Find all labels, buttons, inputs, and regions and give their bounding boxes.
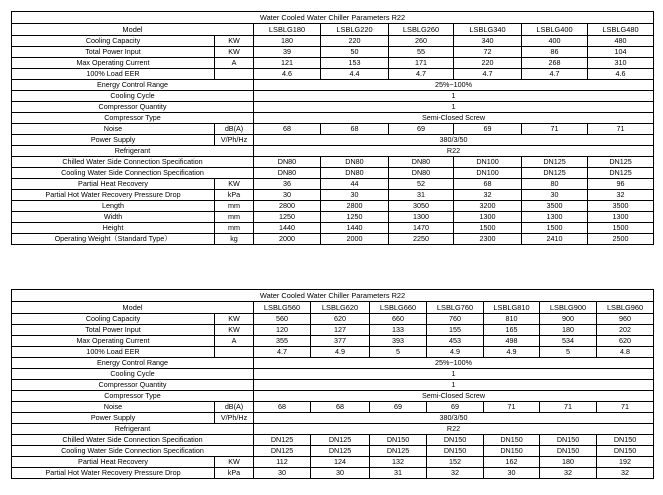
cell-value: 4.9 (311, 347, 370, 358)
cell-value: 2000 (321, 234, 389, 245)
cell-value: 400 (522, 36, 588, 47)
cell-value: DN125 (370, 446, 427, 457)
row-unit: KW (215, 457, 254, 468)
cell-value: 180 (540, 325, 597, 336)
row-label: Noise (12, 124, 215, 135)
row-label: Refrigerant (12, 146, 254, 157)
table-row (12, 223, 654, 234)
cell-value: 1250 (254, 212, 321, 223)
row-span-value: R22 (254, 146, 654, 157)
row-span-value: 1 (254, 369, 654, 380)
row-label: Chilled Water Side Connection Specification (12, 157, 254, 168)
cell-value: DN125 (254, 446, 311, 457)
cell-value: DN80 (254, 157, 321, 168)
cell-value: 310 (588, 58, 654, 69)
cell-value: DN80 (254, 168, 321, 179)
cell-value: 498 (484, 336, 540, 347)
cell-value: 3500 (522, 201, 588, 212)
cell-value: DN80 (389, 168, 454, 179)
table-row (12, 47, 654, 58)
row-unit: kPa (215, 468, 254, 479)
table-row (12, 391, 654, 402)
cell-value: DN125 (311, 435, 370, 446)
model-name: LSBLG400 (522, 24, 588, 36)
row-unit: kg (215, 234, 254, 245)
cell-value: 31 (370, 468, 427, 479)
cell-value: 4.9 (427, 347, 484, 358)
cell-value: 69 (427, 402, 484, 413)
cell-value: 5 (370, 347, 427, 358)
cell-value: 68 (321, 124, 389, 135)
row-label: Total Power Input (12, 325, 215, 336)
cell-value: 810 (484, 314, 540, 325)
cell-value: DN125 (311, 446, 370, 457)
cell-value: DN150 (540, 446, 597, 457)
cell-value: 133 (370, 325, 427, 336)
table-row (12, 80, 654, 91)
row-span-value: 25%~100% (254, 80, 654, 91)
cell-value: 127 (311, 325, 370, 336)
row-label: Height (12, 223, 215, 234)
row-unit: dB(A) (215, 124, 254, 135)
cell-value: 52 (389, 179, 454, 190)
cell-value: DN80 (321, 157, 389, 168)
table-row (12, 58, 654, 69)
cell-value: 86 (522, 47, 588, 58)
table-row (12, 234, 654, 245)
table-row (12, 91, 654, 102)
table-row (12, 168, 654, 179)
table-row (12, 446, 654, 457)
row-unit: V/Ph/Hz (215, 413, 254, 424)
spec-table-1 (11, 11, 654, 245)
row-span-value: 380/3/50 (254, 413, 654, 424)
row-label: Compressor Quantity (12, 102, 254, 113)
cell-value: 560 (254, 314, 311, 325)
table-title: Water Cooled Water Chiller Parameters R22 (12, 290, 654, 302)
row-label: Energy Control Range (12, 358, 254, 369)
cell-value: 32 (597, 468, 654, 479)
cell-value: 620 (311, 314, 370, 325)
cell-value: 31 (389, 190, 454, 201)
row-label: Power Supply (12, 135, 215, 146)
table-row (12, 369, 654, 380)
row-label: Compressor Quantity (12, 380, 254, 391)
cell-value: 153 (321, 58, 389, 69)
cell-value: 112 (254, 457, 311, 468)
row-label: Cooling Cycle (12, 369, 254, 380)
cell-value: 2500 (588, 234, 654, 245)
cell-value: DN150 (597, 446, 654, 457)
table-row (12, 358, 654, 369)
cell-value: 39 (254, 47, 321, 58)
table-row (12, 402, 654, 413)
cell-value: 96 (588, 179, 654, 190)
cell-value: 124 (311, 457, 370, 468)
cell-value: 620 (597, 336, 654, 347)
cell-value: 30 (522, 190, 588, 201)
cell-value: 32 (427, 468, 484, 479)
cell-value: 1300 (389, 212, 454, 223)
cell-value: DN150 (427, 446, 484, 457)
row-unit: KW (215, 36, 254, 47)
table-row (12, 102, 654, 113)
cell-value: 1500 (588, 223, 654, 234)
cell-value: 180 (254, 36, 321, 47)
row-unit: mm (215, 201, 254, 212)
row-label: Length (12, 201, 215, 212)
row-span-value: Semi-Closed Screw (254, 113, 654, 124)
cell-value: 132 (370, 457, 427, 468)
cell-value: DN80 (321, 168, 389, 179)
cell-value: 534 (540, 336, 597, 347)
cell-value: 69 (389, 124, 454, 135)
cell-value: DN125 (522, 168, 588, 179)
cell-value: 202 (597, 325, 654, 336)
row-label: Compressor Type (12, 391, 254, 402)
cell-value: 2000 (254, 234, 321, 245)
cell-value: 393 (370, 336, 427, 347)
table-row (12, 179, 654, 190)
cell-value: 4.7 (389, 69, 454, 80)
table-row (12, 201, 654, 212)
cell-value: 71 (540, 402, 597, 413)
model-row (12, 302, 654, 314)
row-unit: KW (215, 314, 254, 325)
row-label: Power Supply (12, 413, 215, 424)
model-name: LSBLG560 (254, 302, 311, 314)
cell-value: 30 (321, 190, 389, 201)
cell-value: 69 (370, 402, 427, 413)
cell-value: 32 (540, 468, 597, 479)
cell-value: 120 (254, 325, 311, 336)
row-label: Operating Weight（Standard Type） (12, 234, 215, 245)
row-label: Noise (12, 402, 215, 413)
cell-value: DN125 (522, 157, 588, 168)
cell-value: 2800 (254, 201, 321, 212)
row-unit: mm (215, 223, 254, 234)
cell-value: 2800 (321, 201, 389, 212)
cell-value: 1500 (454, 223, 522, 234)
table-row (12, 124, 654, 135)
table-row (12, 413, 654, 424)
table-row (12, 380, 654, 391)
row-label: Compressor Type (12, 113, 254, 124)
table-row (12, 457, 654, 468)
row-span-value: 380/3/50 (254, 135, 654, 146)
model-header: Model (12, 302, 254, 314)
row-label: Cooling Water Side Connection Specification (12, 168, 254, 179)
row-label: Max Operating Current (12, 58, 215, 69)
cell-value: 377 (311, 336, 370, 347)
cell-value: 30 (484, 468, 540, 479)
row-label: Energy Control Range (12, 80, 254, 91)
cell-value: DN125 (588, 168, 654, 179)
cell-value: 1440 (254, 223, 321, 234)
cell-value: 1250 (321, 212, 389, 223)
model-name: LSBLG260 (389, 24, 454, 36)
cell-value: 660 (370, 314, 427, 325)
cell-value: DN80 (389, 157, 454, 168)
row-span-value: 1 (254, 102, 654, 113)
cell-value: 4.6 (588, 69, 654, 80)
cell-value: 2300 (454, 234, 522, 245)
row-unit: dB(A) (215, 402, 254, 413)
row-label: Width (12, 212, 215, 223)
model-name: LSBLG220 (321, 24, 389, 36)
row-unit: V/Ph/Hz (215, 135, 254, 146)
cell-value: 5 (540, 347, 597, 358)
cell-value: DN100 (454, 157, 522, 168)
model-header: Model (12, 24, 254, 36)
row-unit: mm (215, 212, 254, 223)
cell-value: 1440 (321, 223, 389, 234)
cell-value: DN125 (588, 157, 654, 168)
model-name: LSBLG760 (427, 302, 484, 314)
cell-value: DN125 (254, 435, 311, 446)
row-label: Cooling Capacity (12, 314, 215, 325)
cell-value: 192 (597, 457, 654, 468)
cell-value: 3050 (389, 201, 454, 212)
table-row (12, 190, 654, 201)
cell-value: 69 (454, 124, 522, 135)
spec-table-2 (11, 289, 654, 479)
title-row (12, 12, 654, 24)
cell-value: 1300 (588, 212, 654, 223)
cell-value: 71 (522, 124, 588, 135)
table-row (12, 69, 654, 80)
cell-value: 71 (588, 124, 654, 135)
cell-value: 760 (427, 314, 484, 325)
cell-value: 1470 (389, 223, 454, 234)
model-name: LSBLG480 (588, 24, 654, 36)
cell-value: 55 (389, 47, 454, 58)
cell-value: 4.6 (254, 69, 321, 80)
cell-value: DN150 (427, 435, 484, 446)
table-row (12, 424, 654, 435)
cell-value: 268 (522, 58, 588, 69)
table-row (12, 113, 654, 124)
cell-value: 72 (454, 47, 522, 58)
model-name: LSBLG620 (311, 302, 370, 314)
cell-value: 4.9 (484, 347, 540, 358)
row-label: Partial Hot Water Recovery Pressure Drop (12, 190, 215, 201)
model-name: LSBLG900 (540, 302, 597, 314)
cell-value: 152 (427, 457, 484, 468)
cell-value: 3200 (454, 201, 522, 212)
row-label: Total Power Input (12, 47, 215, 58)
row-label: Partial Heat Recovery (12, 457, 215, 468)
row-label: 100% Load EER (12, 347, 215, 358)
cell-value: DN100 (454, 168, 522, 179)
cell-value: DN150 (370, 435, 427, 446)
row-span-value: 25%~100% (254, 358, 654, 369)
table-row (12, 146, 654, 157)
cell-value: DN150 (484, 435, 540, 446)
cell-value: 4.7 (254, 347, 311, 358)
cell-value: 68 (254, 402, 311, 413)
cell-value: 30 (254, 190, 321, 201)
cell-value: DN150 (540, 435, 597, 446)
cell-value: 165 (484, 325, 540, 336)
row-span-value: R22 (254, 424, 654, 435)
cell-value: 68 (454, 179, 522, 190)
cell-value: 162 (484, 457, 540, 468)
cell-value: 180 (540, 457, 597, 468)
table-row (12, 314, 654, 325)
model-row (12, 24, 654, 36)
row-label: Cooling Cycle (12, 91, 254, 102)
cell-value: 900 (540, 314, 597, 325)
cell-value: 260 (389, 36, 454, 47)
title-row (12, 290, 654, 302)
row-unit: A (215, 336, 254, 347)
model-name: LSBLG180 (254, 24, 321, 36)
row-unit (215, 347, 254, 358)
table-title: Water Cooled Water Chiller Parameters R22 (12, 12, 654, 24)
cell-value: 44 (321, 179, 389, 190)
model-name: LSBLG960 (597, 302, 654, 314)
cell-value: 4.4 (321, 69, 389, 80)
cell-value: 155 (427, 325, 484, 336)
cell-value: 104 (588, 47, 654, 58)
row-label: Partial Heat Recovery (12, 179, 215, 190)
cell-value: 30 (254, 468, 311, 479)
cell-value: 71 (597, 402, 654, 413)
cell-value: 220 (454, 58, 522, 69)
table-row (12, 325, 654, 336)
cell-value: 32 (588, 190, 654, 201)
row-label: Max Operating Current (12, 336, 215, 347)
cell-value: 30 (311, 468, 370, 479)
cell-value: 121 (254, 58, 321, 69)
cell-value: 68 (311, 402, 370, 413)
cell-value: DN150 (484, 446, 540, 457)
cell-value: 50 (321, 47, 389, 58)
row-label: Cooling Capacity (12, 36, 215, 47)
row-unit (215, 69, 254, 80)
row-unit: KW (215, 179, 254, 190)
row-label: Refrigerant (12, 424, 254, 435)
cell-value: 71 (484, 402, 540, 413)
cell-value: 3500 (588, 201, 654, 212)
cell-value: 171 (389, 58, 454, 69)
cell-value: 453 (427, 336, 484, 347)
row-unit: KW (215, 325, 254, 336)
cell-value: 80 (522, 179, 588, 190)
row-label: 100% Load EER (12, 69, 215, 80)
model-name: LSBLG340 (454, 24, 522, 36)
table-row (12, 36, 654, 47)
row-span-value: 1 (254, 380, 654, 391)
cell-value: 32 (454, 190, 522, 201)
table-row (12, 135, 654, 146)
row-span-value: 1 (254, 91, 654, 102)
cell-value: 1300 (522, 212, 588, 223)
cell-value: 960 (597, 314, 654, 325)
row-label: Cooling Water Side Connection Specification (12, 446, 254, 457)
row-unit: kPa (215, 190, 254, 201)
cell-value: 2250 (389, 234, 454, 245)
cell-value: 1300 (454, 212, 522, 223)
cell-value: 340 (454, 36, 522, 47)
cell-value: 1500 (522, 223, 588, 234)
model-name: LSBLG660 (370, 302, 427, 314)
cell-value: 480 (588, 36, 654, 47)
table-row (12, 157, 654, 168)
table-row (12, 336, 654, 347)
row-label: Partial Hot Water Recovery Pressure Drop (12, 468, 215, 479)
table-row (12, 435, 654, 446)
cell-value: 355 (254, 336, 311, 347)
table-row (12, 212, 654, 223)
cell-value: 4.7 (454, 69, 522, 80)
cell-value: 4.8 (597, 347, 654, 358)
table-row (12, 468, 654, 479)
row-span-value: Semi-Closed Screw (254, 391, 654, 402)
table-row (12, 347, 654, 358)
cell-value: 68 (254, 124, 321, 135)
cell-value: 36 (254, 179, 321, 190)
cell-value: 2410 (522, 234, 588, 245)
cell-value: 4.7 (522, 69, 588, 80)
row-unit: KW (215, 47, 254, 58)
cell-value: 220 (321, 36, 389, 47)
row-unit: A (215, 58, 254, 69)
cell-value: DN150 (597, 435, 654, 446)
model-name: LSBLG810 (484, 302, 540, 314)
row-label: Chilled Water Side Connection Specification (12, 435, 254, 446)
